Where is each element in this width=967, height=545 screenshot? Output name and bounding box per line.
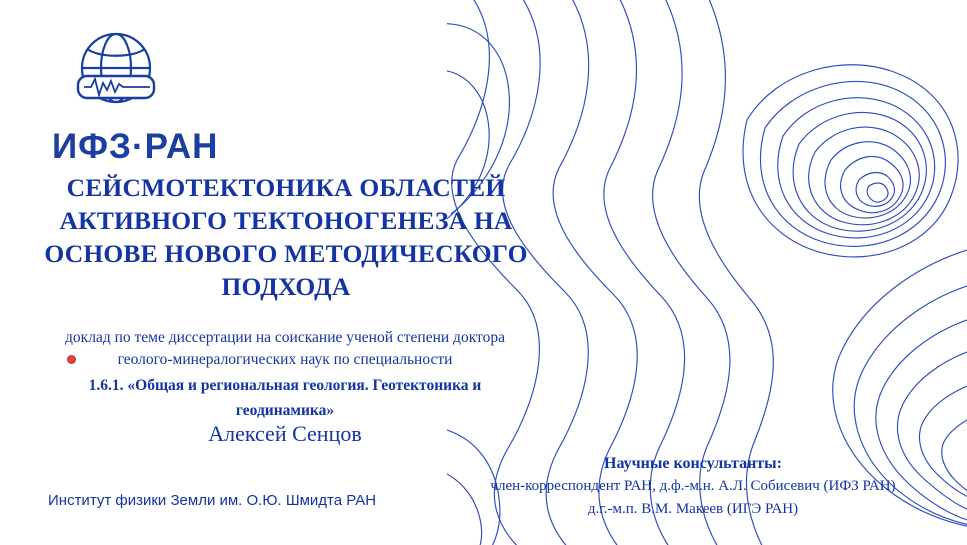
author-name: Алексей Сенцов: [208, 421, 362, 446]
institute-name: Институт физики Земли им. О.Ю. Шмидта РАН: [48, 492, 377, 509]
logo-block: [52, 26, 242, 167]
page-title: [36, 172, 536, 304]
title-line-1: СЕЙСМОТЕКТОНИКА ОБЛАСТЕЙ: [66, 173, 506, 202]
advisors-heading: Научные консультанты:: [604, 455, 782, 472]
subtitle-line-1: доклад по теме диссертации на соискание ученой степени доктора: [65, 329, 505, 346]
subtitle-line-2: геолого-минералогических наук по специальности: [117, 351, 453, 369]
logo-text: ИФЗ·РАН: [52, 127, 219, 166]
bullet-dot-icon: [68, 356, 75, 363]
title-line-4: ПОДХОДА: [221, 271, 351, 301]
advisor-item-1: член-корреспондент РАН, д.ф.-м.н. А.Л. Собисевич (ИФЗ РАН): [490, 478, 896, 495]
globe-seismogram-icon: [64, 26, 168, 118]
title-line-2: АКТИВНОГО ТЕКТОНОГЕНЕЗА НА: [59, 205, 513, 235]
advisor-item-2: д.г.-м.п. В.М. Макеев (ИГЭ РАН): [587, 500, 799, 517]
title-line-3: ОСНОВЕ НОВОГО МЕТОДИЧЕСКОГО: [44, 238, 528, 268]
advisors-block: [433, 452, 953, 520]
subtitle-line-3b: геодинамика»: [235, 402, 335, 420]
subtitle-block: [30, 327, 540, 422]
subtitle-line-3a: 1.6.1. «Общая и региональная геология. Геотектоника и: [88, 376, 482, 394]
